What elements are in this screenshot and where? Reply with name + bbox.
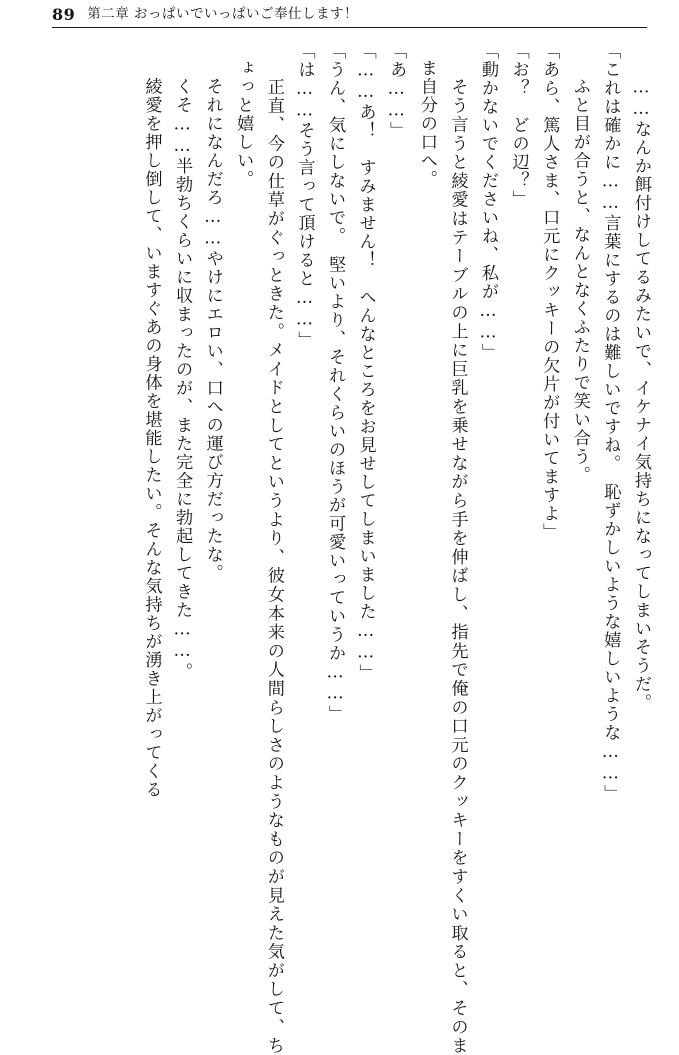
text-line: 「お？ どの辺？」 — [508, 42, 529, 209]
page-body — [26, 42, 656, 1055]
page-header — [0, 0, 679, 30]
header-divider — [52, 27, 647, 28]
text-line: くそ……半勃ちくらいに収まったのが、また完全に勃起してきた……。 — [172, 59, 193, 681]
text-line: 綾愛を押し倒して、いますぐあの身体を堪能したい。そんな気持ちが湧き上がってくる — [141, 59, 162, 799]
text-line: 「は……そう言って頂けると……」 — [294, 42, 315, 350]
text-line: 「これは確かに……言葉にするのは難しいですね。 恥ずかしいような嬉しいような……」 — [600, 42, 621, 804]
text-line: 「……あ！ すみません！ へんなところをお見せしてしまいました……」 — [355, 42, 376, 683]
page-number: 89 — [52, 5, 76, 24]
text-line: そう言うと綾愛はテーブルの上に巨乳を乗せながら手を伸ばし、指先で俺の口元のクッキーをすくい取ると、そのまま自分の口へ。 — [416, 59, 468, 1055]
text-line: ふと目が合うと、なんとなくふたりで笑い合う。 — [569, 59, 590, 485]
chapter-title: 第二章 おっぱいでいっぱいご奉仕します！ — [87, 6, 359, 23]
text-line: 「うん、気にしないで。 堅いより、それくらいのほうが可愛いっていうか……」 — [325, 42, 346, 724]
text-line: 正直、今の仕草がぐっときた。メイドとしてというより、彼女本来の人間らしさのようなものが見えた気がして、ちょっと嬉しい。 — [233, 59, 284, 1055]
text-line: ……なんか餌付けしてるみたいで、イケナイ気持ちになってしまいそうだ。 — [631, 59, 651, 713]
text-line: それになんだろ……やけにエロい、口への運び方だったな。 — [202, 59, 223, 583]
vertical-text-block — [26, 42, 656, 1055]
text-line: 「あら、篤人さま、口元にクッキーの欠片が付いてますよ」 — [539, 42, 560, 542]
text-line: 「動かないでくださいね、私が……」 — [478, 42, 499, 363]
text-line: 「あ……」 — [386, 42, 407, 141]
